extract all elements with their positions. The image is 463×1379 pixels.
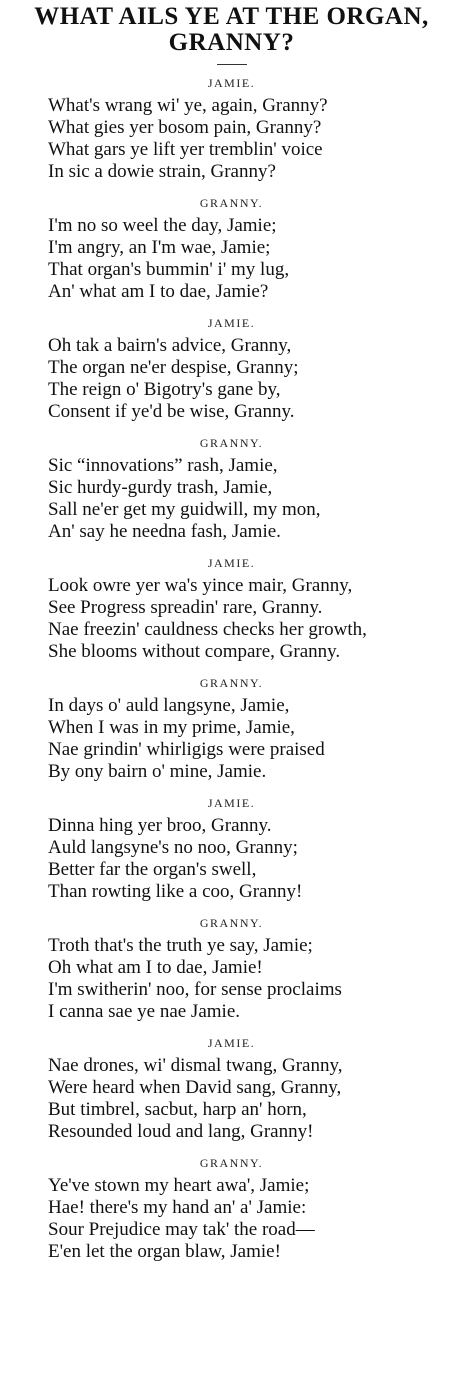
verse-line: Consent if ye'd be wise, Granny. [48, 401, 295, 422]
verse-line: An' say he needna fash, Jamie. [48, 521, 281, 542]
stanza [0, 195, 463, 315]
verse-line: The reign o' Bigotry's gane by, [48, 379, 281, 400]
stanza-lines [0, 1055, 463, 1143]
stanza-speaker: JAMIE. [207, 556, 256, 570]
stanza-lines [0, 335, 463, 423]
verse-line: I'm angry, an I'm wae, Jamie; [48, 237, 271, 258]
poem-title [0, 0, 463, 56]
stanza [0, 435, 463, 555]
poem-title-line-1: WHAT AILS YE AT THE ORGAN, [34, 3, 429, 30]
stanza-gap [0, 903, 463, 915]
verse-line: Nae drones, wi' dismal twang, Granny, [48, 1055, 343, 1076]
stanza [0, 75, 463, 195]
stanza-lines [0, 815, 463, 903]
verse-line: Resounded loud and lang, Granny! [48, 1121, 314, 1142]
stanza-gap [0, 183, 463, 195]
verse-line: Better far the organ's swell, [48, 859, 257, 880]
verse-line: Troth that's the truth ye say, Jamie; [48, 935, 313, 956]
verse-line: She blooms without compare, Granny. [48, 641, 341, 662]
stanza-gap [0, 663, 463, 675]
stanza [0, 555, 463, 675]
verse-line: I'm switherin' noo, for sense proclaims [48, 979, 342, 1000]
verse-line: What gies yer bosom pain, Granny? [48, 117, 322, 138]
verse-line: Oh tak a bairn's advice, Granny, [48, 335, 292, 356]
verse-line: Dinna hing yer broo, Granny. [48, 815, 272, 836]
verse-line: Sic “innovations” rash, Jamie, [48, 455, 278, 476]
stanza-speaker: GRANNY. [199, 916, 264, 930]
verse-line: I'm no so weel the day, Jamie; [48, 215, 277, 236]
stanza-gap [0, 303, 463, 315]
poem-body [0, 75, 463, 1263]
stanza [0, 1035, 463, 1155]
verse-line: Than rowting like a coo, Granny! [48, 881, 303, 902]
stanza-speaker: GRANNY. [199, 436, 264, 450]
stanza-lines [0, 575, 463, 663]
verse-line: Auld langsyne's no noo, Granny; [48, 837, 298, 858]
verse-line: What's wrang wi' ye, again, Granny? [48, 95, 328, 116]
stanza-gap [0, 1023, 463, 1035]
verse-line: Oh what am I to dae, Jamie! [48, 957, 263, 978]
verse-line: That organ's bummin' i' my lug, [48, 259, 290, 280]
stanza [0, 1155, 463, 1263]
stanza-gap [0, 543, 463, 555]
verse-line: See Progress spreadin' rare, Granny. [48, 597, 323, 618]
stanza-lines [0, 215, 463, 303]
stanza-speaker: GRANNY. [199, 196, 264, 210]
stanza-speaker: JAMIE. [207, 76, 256, 90]
stanza-lines [0, 95, 463, 183]
verse-line: Nae freezin' cauldness checks her growth, [48, 619, 367, 640]
verse-line: When I was in my prime, Jamie, [48, 717, 295, 738]
verse-line: Were heard when David sang, Granny, [48, 1077, 342, 1098]
stanza-gap [0, 423, 463, 435]
stanza-lines [0, 455, 463, 543]
verse-line: What gars ye lift yer tremblin' voice [48, 139, 323, 160]
stanza-speaker: JAMIE. [207, 1036, 256, 1050]
stanza-lines [0, 1175, 463, 1263]
title-rule [217, 64, 247, 65]
verse-line: Sall ne'er get my guidwill, my mon, [48, 499, 321, 520]
verse-line: In sic a dowie strain, Granny? [48, 161, 276, 182]
verse-line: In days o' auld langsyne, Jamie, [48, 695, 290, 716]
verse-line: Look owre yer wa's yince mair, Granny, [48, 575, 353, 596]
stanza-speaker: GRANNY. [199, 1156, 264, 1170]
stanza [0, 915, 463, 1035]
verse-line: An' what am I to dae, Jamie? [48, 281, 269, 302]
verse-line: By ony bairn o' mine, Jamie. [48, 761, 267, 782]
poem-title-line-2: GRANNY? [168, 29, 295, 56]
stanza-lines [0, 695, 463, 783]
verse-line: Ye've stown my heart awa', Jamie; [48, 1175, 310, 1196]
stanza-gap [0, 783, 463, 795]
verse-line: The organ ne'er despise, Granny; [48, 357, 299, 378]
verse-line: Hae! there's my hand an' a' Jamie: [48, 1197, 307, 1218]
verse-line: E'en let the organ blaw, Jamie! [48, 1241, 281, 1262]
verse-line: But timbrel, sacbut, harp an' horn, [48, 1099, 307, 1120]
verse-line: Sic hurdy-gurdy trash, Jamie, [48, 477, 273, 498]
stanza [0, 795, 463, 915]
stanza [0, 315, 463, 435]
verse-line: I canna sae ye nae Jamie. [48, 1001, 241, 1022]
stanza-lines [0, 935, 463, 1023]
stanza-speaker: JAMIE. [207, 316, 256, 330]
verse-line: Nae grindin' whirligigs were praised [48, 739, 325, 760]
stanza-speaker: JAMIE. [207, 796, 256, 810]
stanza-speaker: GRANNY. [199, 676, 264, 690]
verse-line: Sour Prejudice may tak' the road— [48, 1219, 315, 1240]
stanza [0, 675, 463, 795]
stanza-gap [0, 1143, 463, 1155]
